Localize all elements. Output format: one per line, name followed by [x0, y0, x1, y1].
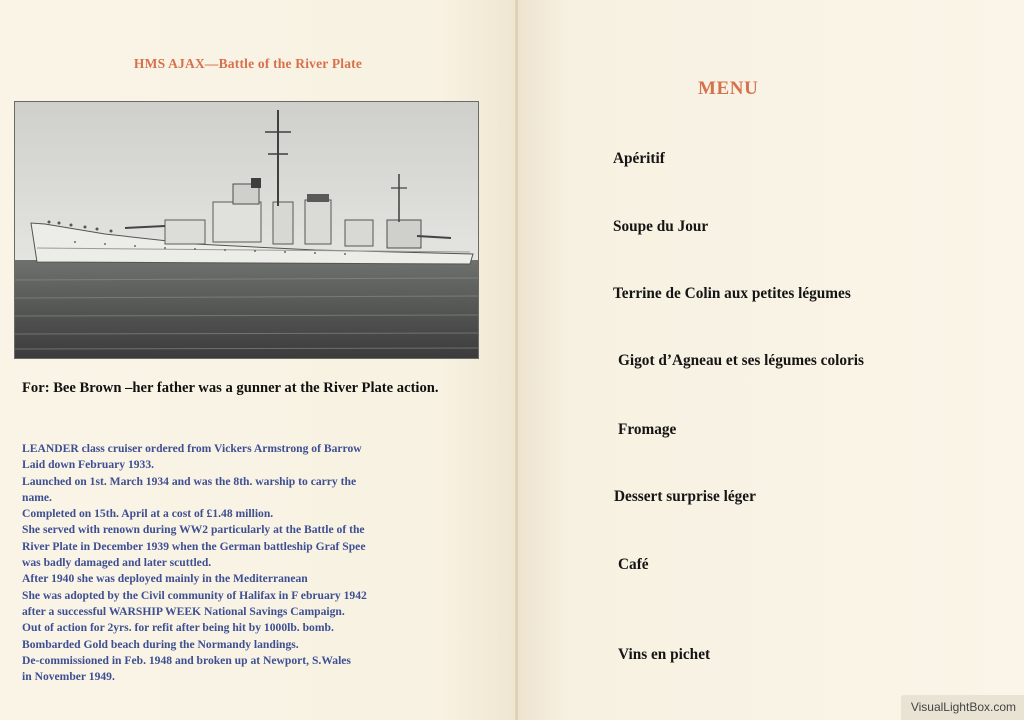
- history-line: De-commissioned in Feb. 1948 and broken up at Newport, S.Wales: [22, 653, 351, 667]
- history-line: LEANDER class cruiser ordered from Vickers Armstrong of Barrow: [22, 442, 362, 455]
- history-line: after a successful WARSHIP WEEK National Savings Campaign.: [22, 604, 345, 618]
- history-line: in November 1949.: [22, 670, 115, 684]
- watermark-label: VisualLightBox.com: [901, 695, 1024, 720]
- history-line: was badly damaged and later scuttled.: [22, 556, 212, 570]
- menu-item-dessert: Dessert surprise léger: [614, 488, 756, 505]
- menu-item-cheese: Fromage: [618, 421, 677, 438]
- menu-item-soup: Soupe du Jour: [613, 218, 709, 235]
- history-line: After 1940 she was deployed mainly in the Mediterranean: [22, 572, 308, 586]
- menu-item-lamb: Gigot d’Agneau et ses légumes coloris: [618, 352, 864, 369]
- dedication-text: For: Bee Brown –her father was a gunner at the River Plate action.: [22, 380, 439, 396]
- history-line: Out of action for 2yrs. for refit after being hit by 1000lb. bomb.: [22, 621, 334, 635]
- menu-item-aperitif: Apéritif: [613, 150, 665, 167]
- menu-item-wine: Vins en pichet: [618, 646, 711, 663]
- history-line: Laid down February 1933.: [22, 458, 155, 472]
- history-line: She served with renown during WW2 particularly at the Battle of the: [22, 523, 365, 537]
- ship-photo: [14, 101, 479, 359]
- history-line: name.: [22, 490, 52, 504]
- history-line: She was adopted by the Civil community of Halifax in F ebruary 1942: [22, 588, 367, 602]
- history-line: Launched on 1st. March 1934 and was the 8th. warship to carry the: [22, 474, 357, 488]
- menu-item-terrine: Terrine de Colin aux petites légumes: [613, 285, 851, 302]
- ship-title: HMS AJAX—Battle of the River Plate: [133, 56, 363, 71]
- history-line: River Plate in December 1939 when the German battleship Graf Spee: [22, 539, 366, 553]
- history-line: Bombarded Gold beach during the Normandy landings.: [22, 637, 299, 651]
- history-line: Completed on 15th. April at a cost of £1.48 million.: [22, 507, 274, 521]
- menu-title: MENU: [698, 78, 759, 99]
- menu-item-coffee: Café: [618, 556, 649, 573]
- ship-history: [22, 441, 482, 685]
